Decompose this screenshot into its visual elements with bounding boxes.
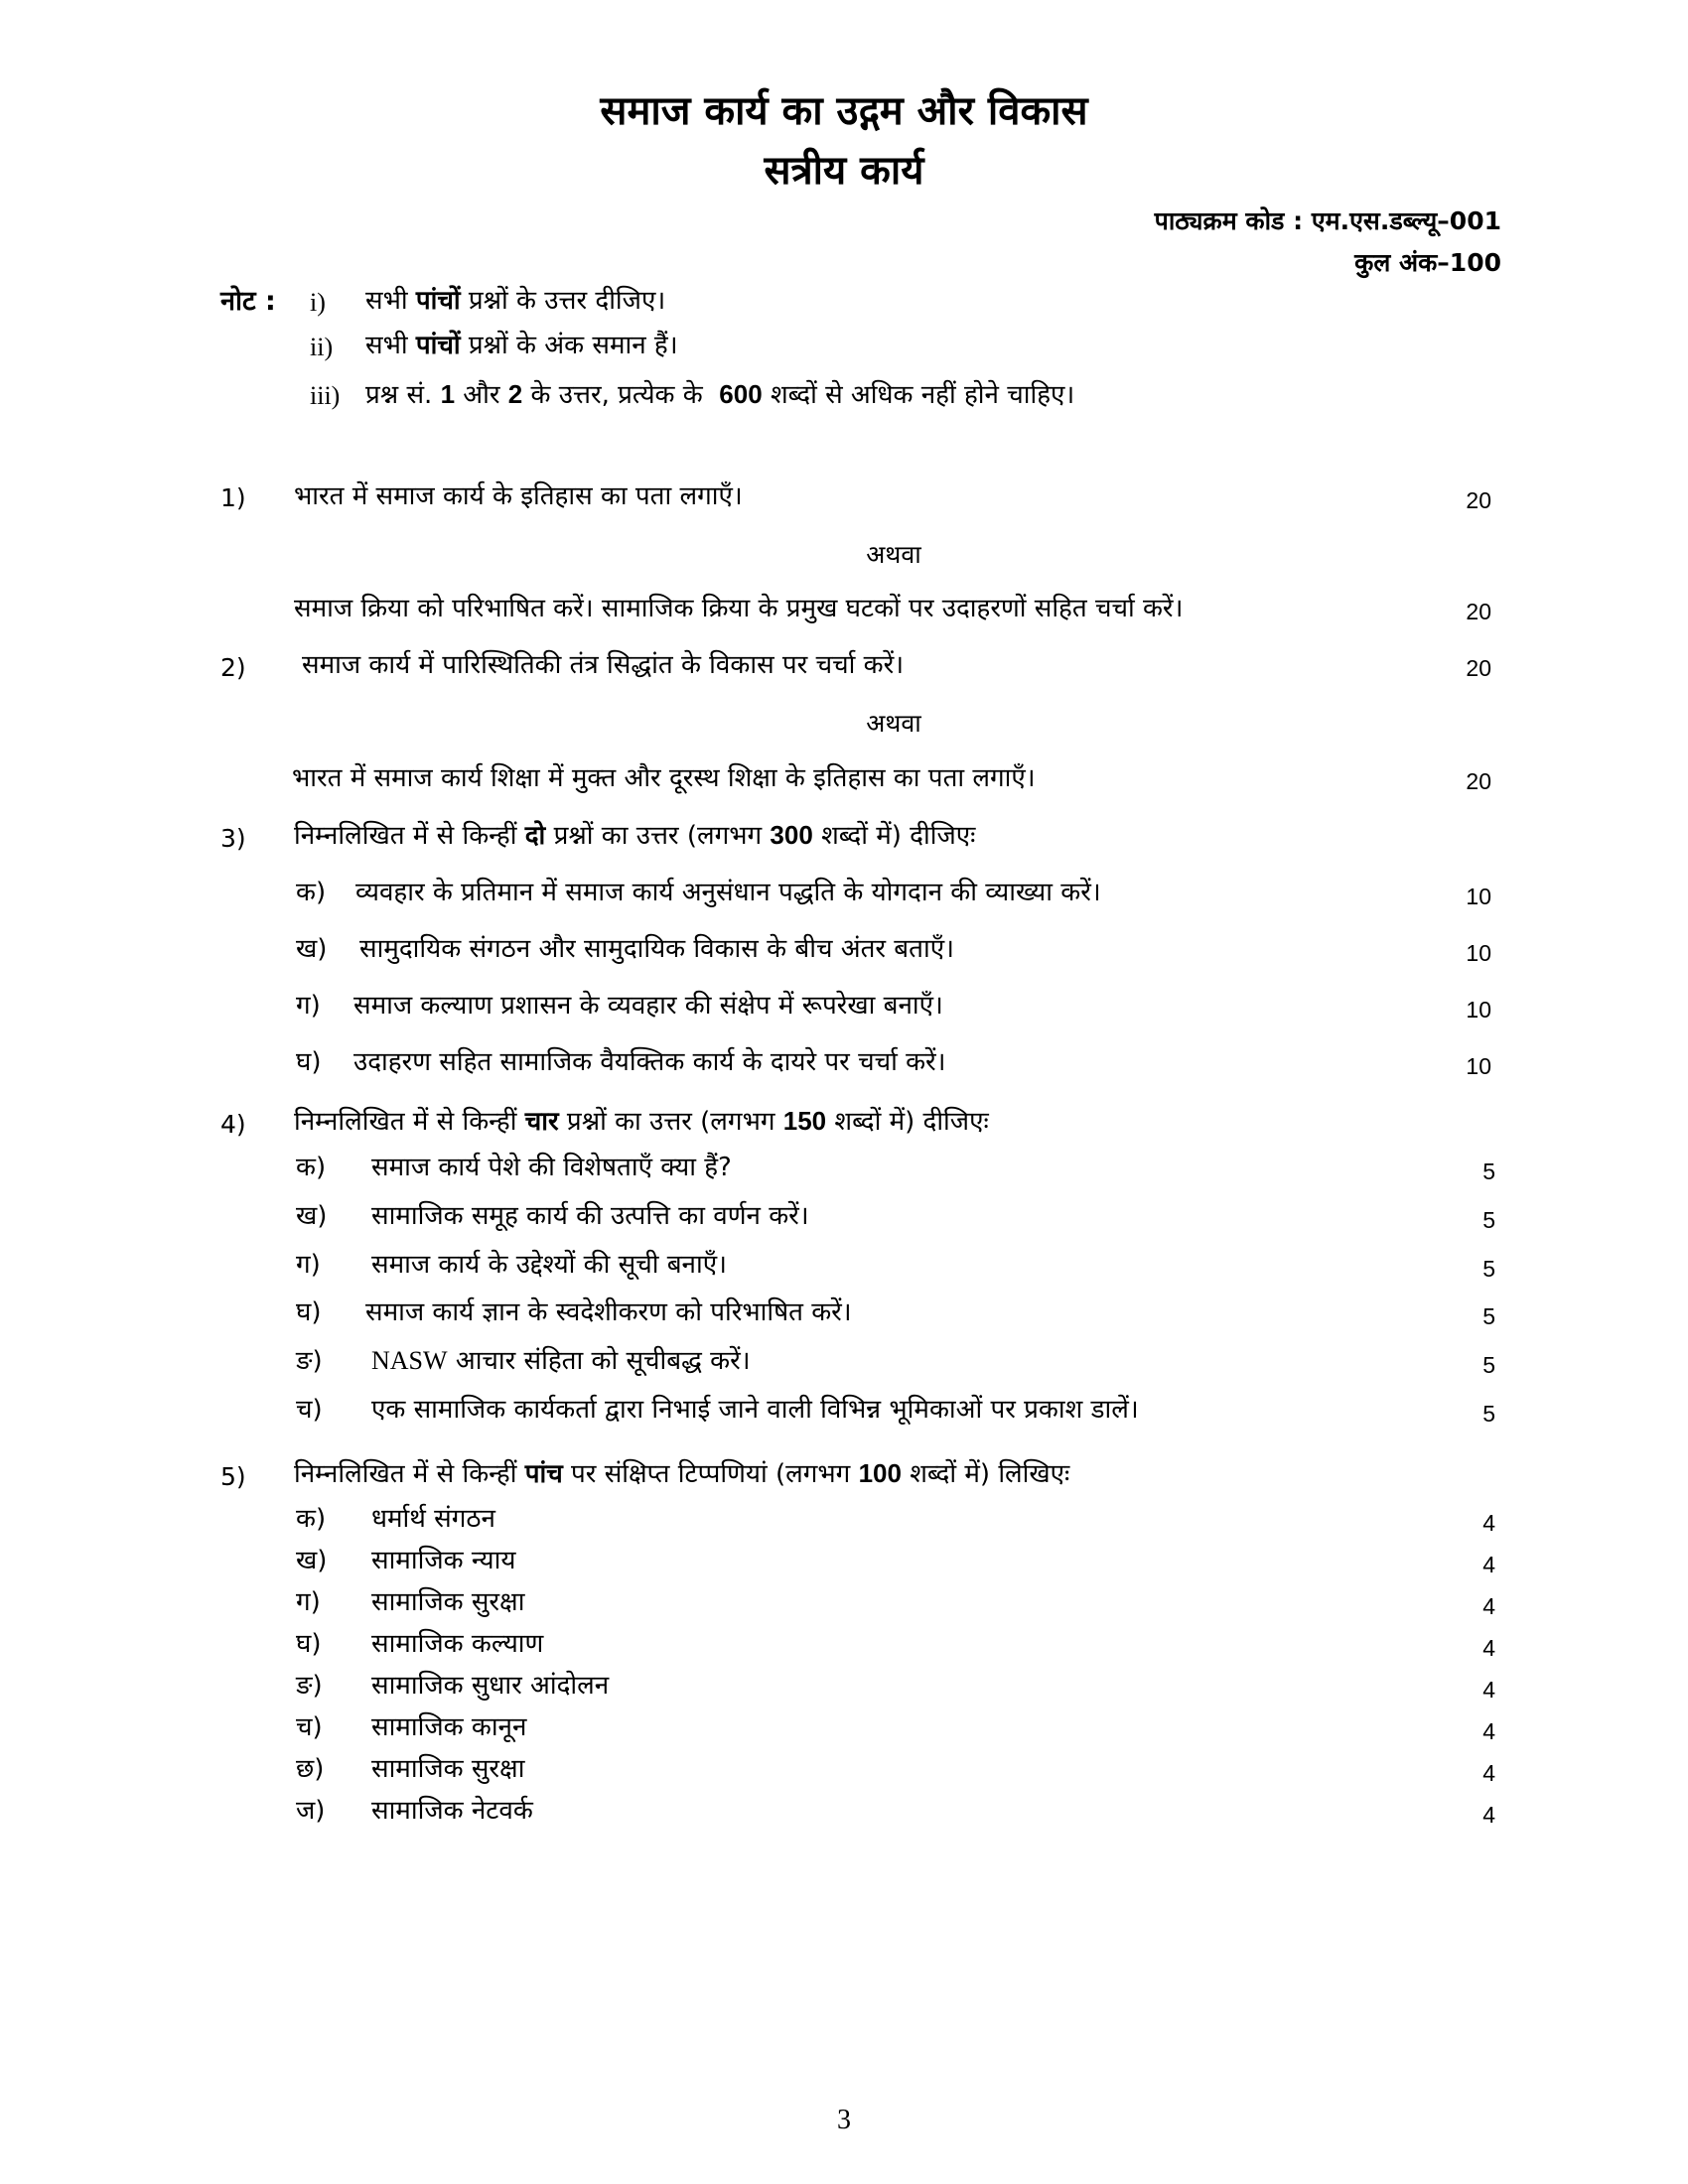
question-marks: 20 [1466,599,1491,624]
subquestion-label: छ) [296,1754,325,1784]
subquestion-marks: 4 [1482,1802,1495,1828]
or-separator: अथवा [866,709,921,738]
question-marks: 20 [1466,768,1491,794]
subquestion-text: समाज कार्य पेशे की विशेषताएँ क्या हैं? [371,1153,732,1182]
document-subtitle: सत्रीय कार्य [764,148,924,194]
note-item-number: iii) [310,381,341,410]
subquestion-text: सामाजिक सुधार आंदोलन [371,1671,610,1701]
subquestion-label: क) [296,1504,327,1534]
subquestion-text: एक सामाजिक कार्यकर्ता द्वारा निभाई जाने वाली विभिन्न भूमिकाओं पर प्रकाश डालें। [371,1395,1139,1425]
subquestion-marks: 5 [1482,1352,1495,1378]
subquestion-marks: 10 [1466,997,1491,1023]
question-number: 5) [220,1462,246,1491]
subquestion-marks: 4 [1482,1718,1495,1744]
subquestion-text: धर्मार्थ संगठन [371,1504,495,1534]
note-item-text: सभी पांचों प्रश्नों के उत्तर दीजिए। [365,286,666,316]
subquestion-label: ङ) [296,1671,323,1701]
subquestion-text: व्यवहार के प्रतिमान में समाज कार्य अनुसंधान पद्धति के योगदान की व्याख्या करें। [355,878,1101,907]
subquestion-text: समाज कल्याण प्रशासन के व्यवहार की संक्षेप में रूपरेखा बनाएँ। [353,991,943,1021]
subquestion-text: सामाजिक कानून [371,1712,527,1742]
note-item-number: i) [310,288,326,317]
subquestion-label: ज) [296,1796,326,1826]
subquestion-marks: 10 [1466,1053,1491,1079]
subquestion-marks: 4 [1482,1510,1495,1536]
document-title: समाज कार्य का उद्गम और विकास [600,88,1088,134]
subquestion-label: घ) [296,1297,322,1327]
question-marks: 20 [1466,655,1491,681]
question-number: 2) [220,653,246,682]
alternate-question-text: भारत में समाज कार्य शिक्षा में मुक्त और दूरस्थ शिक्षा के इतिहास का पता लगाएँ। [292,763,1036,793]
subquestion-label: घ) [296,1629,322,1659]
total-marks: कुल अंक–100 [1354,248,1501,277]
subquestion-label: ख) [296,1546,328,1575]
subquestion-marks: 5 [1482,1401,1495,1427]
subquestion-marks: 4 [1482,1760,1495,1786]
question-number: 1) [220,483,246,512]
question-text: निम्नलिखित में से किन्हीं पांच पर संक्षिप्त टिप्पणियां (लगभग 100 शब्दों में) लिखिएः [294,1458,1070,1489]
subquestion-marks: 4 [1482,1635,1495,1661]
subquestion-label: क) [296,1153,327,1182]
question-number: 4) [220,1110,246,1139]
subquestion-label: ग) [296,1587,321,1617]
question-text: भारत में समाज कार्य के इतिहास का पता लगाएँ। [294,481,743,511]
subquestion-label: ग) [296,991,321,1021]
note-item-number: ii) [310,333,334,361]
subquestion-text: सामाजिक कल्याण [371,1629,544,1659]
subquestion-marks: 4 [1482,1552,1495,1577]
note-label: नोट : [220,286,276,317]
subquestion-marks: 5 [1482,1256,1495,1282]
question-text: समाज कार्य में पारिस्थितिकी तंत्र सिद्धांत के विकास पर चर्चा करें। [302,650,905,680]
question-text: निम्नलिखित में से किन्हीं दो प्रश्नों का उत्तर (लगभग 300 शब्दों में) दीजिएः [294,820,976,851]
subquestion-text: सामाजिक न्याय [371,1546,516,1575]
course-code: पाठ्यक्रम कोड : एम.एस.डब्ल्यू–001 [1154,206,1501,235]
subquestion-text: उदाहरण सहित सामाजिक वैयक्तिक कार्य के दायरे पर चर्चा करें। [353,1047,946,1077]
subquestion-text: सामाजिक सुरक्षा [371,1754,525,1784]
subquestion-marks: 4 [1482,1677,1495,1703]
subquestion-text: समाज कार्य ज्ञान के स्वदेशीकरण को परिभाषित करें। [365,1297,852,1327]
note-item-text: सभी पांचों प्रश्नों के अंक समान हैं। [365,331,678,360]
subquestion-marks: 5 [1482,1303,1495,1329]
subquestion-text: सामाजिक नेटवर्क [371,1796,533,1826]
subquestion-marks: 10 [1466,884,1491,909]
subquestion-marks: 4 [1482,1593,1495,1619]
subquestion-label: ख) [296,934,328,964]
subquestion-label: घ) [296,1047,322,1077]
subquestion-label: ङ) [296,1346,323,1376]
subquestion-marks: 10 [1466,940,1491,966]
subquestion-label: ख) [296,1201,328,1231]
question-text: निम्नलिखित में से किन्हीं चार प्रश्नों का उत्तर (लगभग 150 शब्दों में) दीजिएः [294,1106,989,1137]
subquestion-marks: 5 [1482,1159,1495,1184]
question-number: 3) [220,824,246,853]
subquestion-text: NASW आचार संहिता को सूचीबद्ध करें। [371,1346,751,1376]
or-separator: अथवा [866,540,921,569]
note-item-text: प्रश्न सं. 1 और 2 के उत्तर, प्रत्येक के 600 शब्दों से अधिक नहीं होने चाहिए। [365,379,1075,410]
subquestion-text: सामुदायिक संगठन और सामुदायिक विकास के बीच अंतर बताएँ। [359,934,954,964]
subquestion-text: सामाजिक समूह कार्य की उत्पत्ति का वर्णन करें। [371,1201,809,1231]
subquestion-label: च) [296,1712,323,1742]
page-number: 3 [837,2105,851,2135]
subquestion-marks: 5 [1482,1207,1495,1233]
question-marks: 20 [1466,487,1491,513]
subquestion-label: ग) [296,1250,321,1280]
subquestion-label: क) [296,878,327,907]
subquestion-label: च) [296,1395,323,1425]
alternate-question-text: समाज क्रिया को परिभाषित करें। सामाजिक क्रिया के प्रमुख घटकों पर उदाहरणों सहित चर्चा करें। [294,594,1184,623]
subquestion-text: सामाजिक सुरक्षा [371,1587,525,1617]
subquestion-text: समाज कार्य के उद्देश्यों की सूची बनाएँ। [371,1250,727,1280]
